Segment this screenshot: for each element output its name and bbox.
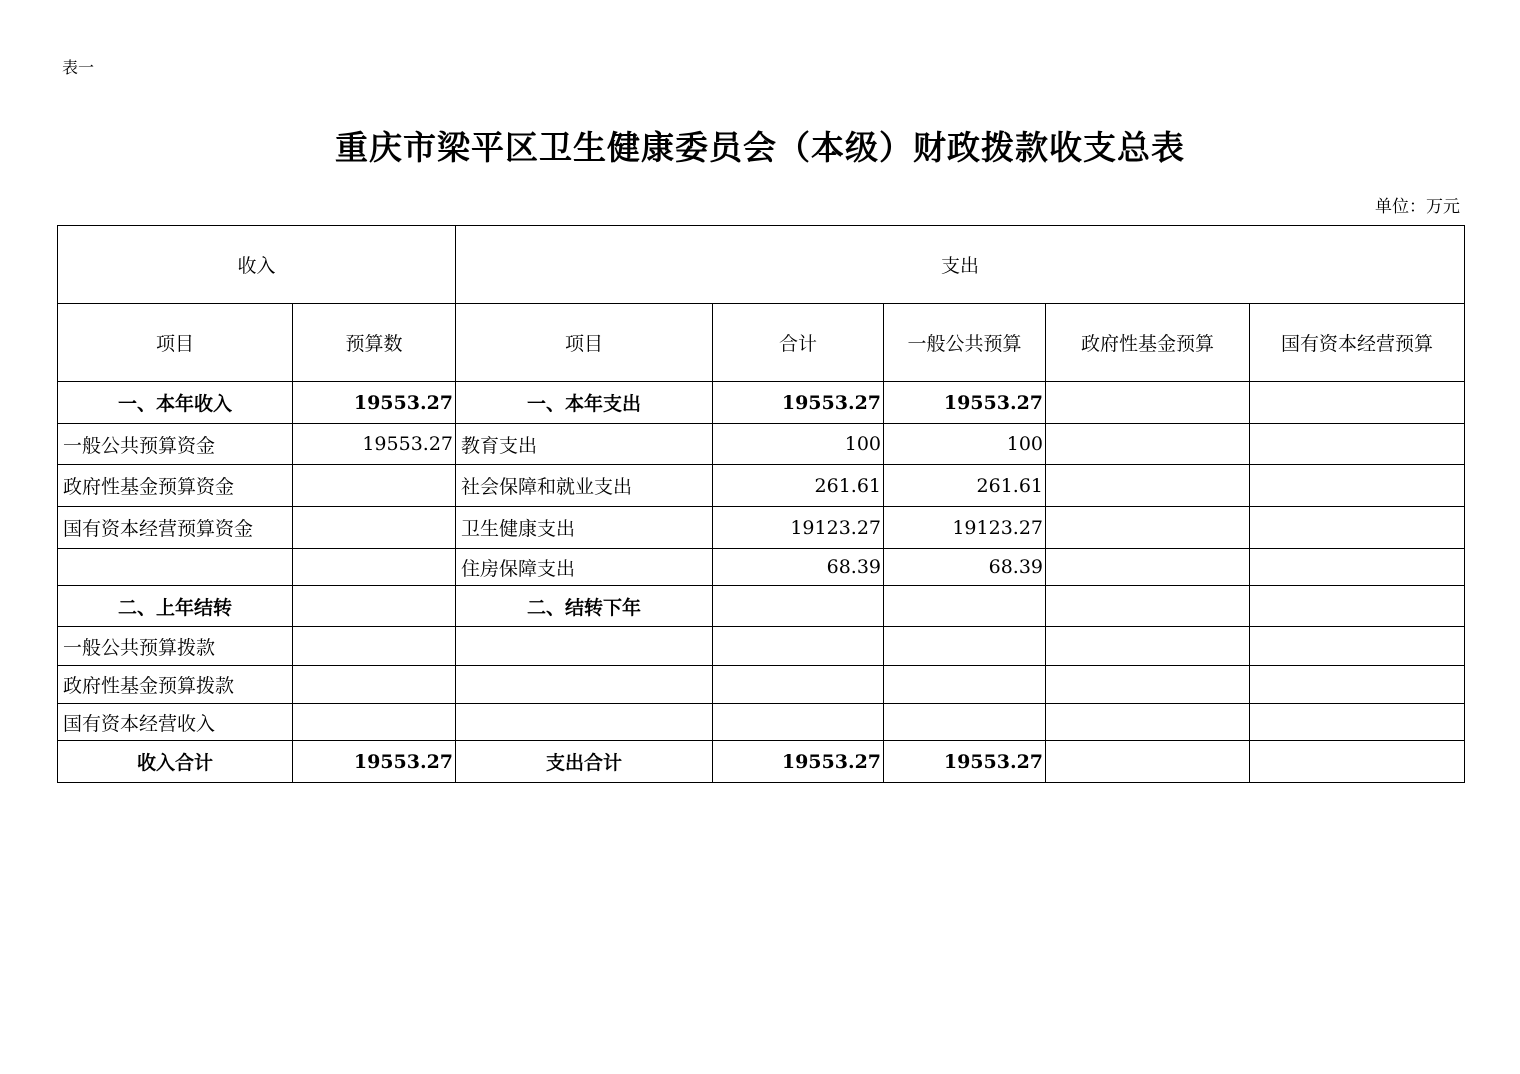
header-row-group — [58, 226, 1465, 304]
expense-item-header: 项目 — [456, 304, 713, 382]
expense-item-cell: 教育支出 — [456, 424, 713, 465]
general-cell: 68.39 — [884, 549, 1046, 586]
income-value-cell: 19553.27 — [293, 382, 456, 424]
general-cell: 19553.27 — [884, 741, 1046, 783]
total-header: 合计 — [713, 304, 884, 382]
capital-cell — [1250, 586, 1465, 627]
table-row — [58, 424, 1465, 465]
income-item-cell: 二、上年结转 — [58, 586, 293, 627]
expense-item-cell — [456, 666, 713, 704]
total-cell: 19123.27 — [713, 507, 884, 549]
income-item-cell: 一般公共预算拨款 — [58, 627, 293, 666]
income-value-cell — [293, 465, 456, 507]
header-row-columns — [58, 304, 1465, 382]
income-item-header: 项目 — [58, 304, 293, 382]
total-cell — [713, 666, 884, 704]
income-value-cell — [293, 666, 456, 704]
capital-cell — [1250, 741, 1465, 783]
fund-cell — [1046, 741, 1250, 783]
budget-summary-table — [57, 225, 1465, 783]
general-cell — [884, 586, 1046, 627]
general-cell: 261.61 — [884, 465, 1046, 507]
total-cell — [713, 627, 884, 666]
fund-cell — [1046, 382, 1250, 424]
table-label: 表一 — [62, 58, 95, 77]
income-item-cell: 一般公共预算资金 — [58, 424, 293, 465]
capital-cell — [1250, 704, 1465, 741]
general-cell — [884, 627, 1046, 666]
expense-item-cell: 卫生健康支出 — [456, 507, 713, 549]
fund-cell — [1046, 549, 1250, 586]
expense-item-cell: 一、本年支出 — [456, 382, 713, 424]
general-budget-header: 一般公共预算 — [884, 304, 1046, 382]
income-item-cell: 国有资本经营预算资金 — [58, 507, 293, 549]
fund-cell — [1046, 704, 1250, 741]
income-value-cell — [293, 627, 456, 666]
table-row — [58, 549, 1465, 586]
table-row — [58, 666, 1465, 704]
capital-cell — [1250, 549, 1465, 586]
expense-item-cell: 住房保障支出 — [456, 549, 713, 586]
income-item-cell: 政府性基金预算拨款 — [58, 666, 293, 704]
total-cell: 19553.27 — [713, 741, 884, 783]
capital-cell — [1250, 465, 1465, 507]
fund-cell — [1046, 424, 1250, 465]
expense-item-cell: 支出合计 — [456, 741, 713, 783]
table-row — [58, 586, 1465, 627]
total-cell — [713, 704, 884, 741]
fund-cell — [1046, 507, 1250, 549]
general-cell — [884, 704, 1046, 741]
income-item-cell — [58, 549, 293, 586]
total-cell: 261.61 — [713, 465, 884, 507]
fund-cell — [1046, 627, 1250, 666]
income-header: 收入 — [58, 226, 456, 304]
capital-cell — [1250, 627, 1465, 666]
expense-item-cell: 二、结转下年 — [456, 586, 713, 627]
page-title: 重庆市梁平区卫生健康委员会（本级）财政拨款收支总表 — [335, 128, 1185, 167]
state-capital-budget-header: 国有资本经营预算 — [1250, 304, 1465, 382]
income-item-cell: 收入合计 — [58, 741, 293, 783]
expense-item-cell: 社会保障和就业支出 — [456, 465, 713, 507]
unit-label: 单位：万元 — [1375, 197, 1460, 217]
income-value-cell: 19553.27 — [293, 424, 456, 465]
income-item-cell: 一、本年收入 — [58, 382, 293, 424]
income-item-cell: 国有资本经营收入 — [58, 704, 293, 741]
table-row — [58, 627, 1465, 666]
expense-item-cell — [456, 704, 713, 741]
general-cell — [884, 666, 1046, 704]
table-row — [58, 507, 1465, 549]
income-value-cell — [293, 586, 456, 627]
table-row — [58, 465, 1465, 507]
fund-cell — [1046, 586, 1250, 627]
capital-cell — [1250, 382, 1465, 424]
table-row — [58, 741, 1465, 783]
expense-header: 支出 — [456, 226, 1465, 304]
capital-cell — [1250, 424, 1465, 465]
expense-item-cell — [456, 627, 713, 666]
total-cell — [713, 586, 884, 627]
general-cell: 19123.27 — [884, 507, 1046, 549]
income-value-cell — [293, 704, 456, 741]
capital-cell — [1250, 666, 1465, 704]
fund-cell — [1046, 465, 1250, 507]
capital-cell — [1250, 507, 1465, 549]
total-cell: 68.39 — [713, 549, 884, 586]
income-item-cell: 政府性基金预算资金 — [58, 465, 293, 507]
general-cell: 19553.27 — [884, 382, 1046, 424]
income-value-cell: 19553.27 — [293, 741, 456, 783]
budget-amount-header: 预算数 — [293, 304, 456, 382]
fund-cell — [1046, 666, 1250, 704]
table-row — [58, 382, 1465, 424]
table-row — [58, 704, 1465, 741]
income-value-cell — [293, 549, 456, 586]
total-cell: 19553.27 — [713, 382, 884, 424]
total-cell: 100 — [713, 424, 884, 465]
income-value-cell — [293, 507, 456, 549]
general-cell: 100 — [884, 424, 1046, 465]
gov-fund-budget-header: 政府性基金预算 — [1046, 304, 1250, 382]
